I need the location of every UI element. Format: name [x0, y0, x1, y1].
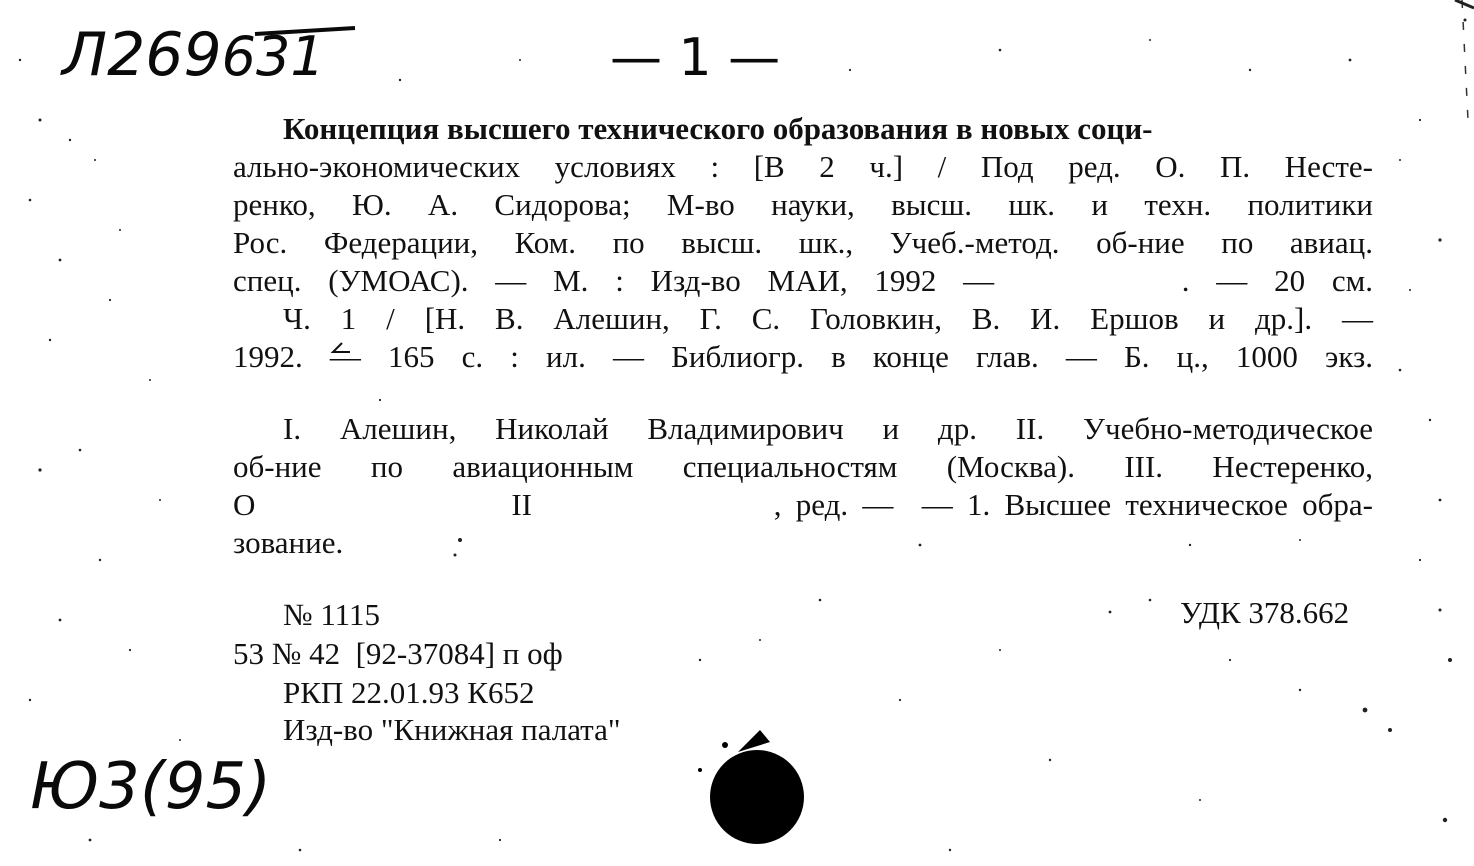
card-number: № 1115 — [283, 597, 381, 632]
description-line: спец. (УМОАС). — М. : Изд-во МАИ, 1992 — . — 20 см. — [233, 263, 1373, 298]
tracing-line: зование. — [233, 525, 344, 560]
tracings-block — [233, 410, 1373, 562]
tracing-line: О II , ред. — — 1. Высшее техническое обра- — [233, 487, 1373, 522]
order-line: 53 № 42 [92-37084] п оф — [233, 636, 563, 671]
description-line: ренко, Ю. А. Сидорова; М-во науки, высш. шк. и техн. политики — [233, 187, 1373, 222]
sheet-number: — 1 — — [610, 28, 781, 88]
tracing-line: I. Алешин, Николай Владимирович и др. II. Учебно-методическое — [283, 411, 1373, 446]
udk-code: УДК 378.662 — [1180, 595, 1350, 630]
part-line: 1992. — 165 с. : ил. — Библиогр. в конце глав. — Б. ц., 1000 экз. — [233, 339, 1373, 374]
inventory-number — [62, 20, 325, 90]
tracing-line: об-ние по авиационным специальностям (Москва). III. Нестеренко, — [233, 449, 1373, 484]
shelf-mark: Ю3(95) — [30, 750, 272, 824]
description-line: Рос. Федерации, Ком. по высш. шк., Учеб.-метод. об-ние по авиац. — [233, 225, 1373, 260]
inventory-number-main: Л269 — [62, 20, 222, 90]
publisher-line: Изд-во "Книжная палата" — [283, 712, 621, 747]
description-line: Концепция высшего технического образования в новых соци- — [283, 111, 1153, 146]
description-line: ально-экономических условиях : [В 2 ч.] / Под ред. О. П. Несте- — [233, 149, 1373, 184]
rkp-line: РКП 22.01.93 К652 — [283, 675, 535, 710]
part-line: Ч. 1 / [Н. В. Алешин, Г. С. Головкин, В. И. Ершов и др.]. — — [283, 301, 1373, 336]
inventory-number-overline-part: 631 — [221, 25, 325, 88]
description-block — [233, 110, 1373, 376]
